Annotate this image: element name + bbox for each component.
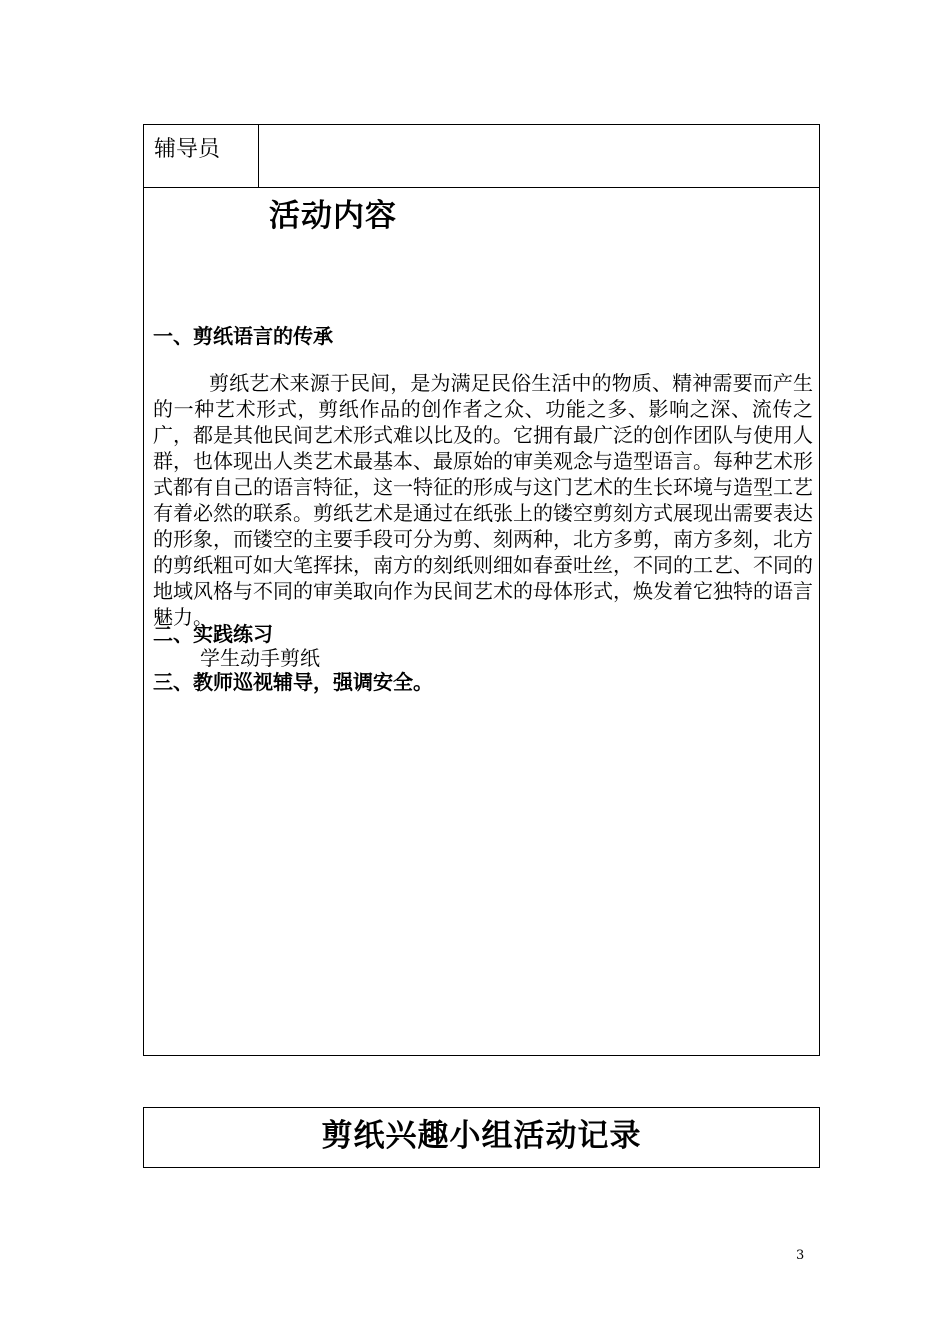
heading-practice: 二、实践练习 (153, 622, 273, 646)
heading-teacher-guidance: 三、教师巡视辅导，强调安全。 (153, 670, 433, 694)
page-number: 3 (796, 1248, 805, 1263)
counselor-value (259, 125, 819, 187)
activity-table (143, 124, 820, 1056)
section-title: 活动内容 (269, 198, 397, 234)
practice-text: 学生动手剪纸 (200, 646, 320, 670)
counselor-row (144, 125, 819, 188)
activity-content-cell (144, 188, 819, 1055)
paragraph-papercut-art: 剪纸艺术来源于民间，是为满足民俗生活中的物质、精神需要而产生的一种艺术形式，剪纸作品的创作者之众、功能之多、影响之深、流传之广，都是其他民间艺术形式难以比及的。它拥有最广泛的创作团队与使用人群，也体现出人类艺术最基本、最原始的审美观念与造型语言。每种艺术形式都有自己的语言特征，这一特征的形成与这门艺术的生长环境与造型工艺有着必然的联系。剪纸艺术是通过在纸张上的镂空剪刻方式展现出需要表达的形象，而镂空的主要手段可分为剪、刻两种，北方多剪，南方多刻，北方的剪纸粗可如大笔挥抹，南方的刻纸则细如春蚕吐丝，不同的工艺、不同的地域风格与不同的审美取向作为民间艺术的母体形式，焕发着它独特的语言魅力。 (153, 371, 813, 629)
record-title: 剪纸兴趣小组活动记录 (321, 1118, 642, 1154)
record-title-box (143, 1107, 820, 1168)
counselor-label: 辅导员 (144, 125, 259, 187)
heading-papercut-language: 一、剪纸语言的传承 (153, 324, 333, 348)
